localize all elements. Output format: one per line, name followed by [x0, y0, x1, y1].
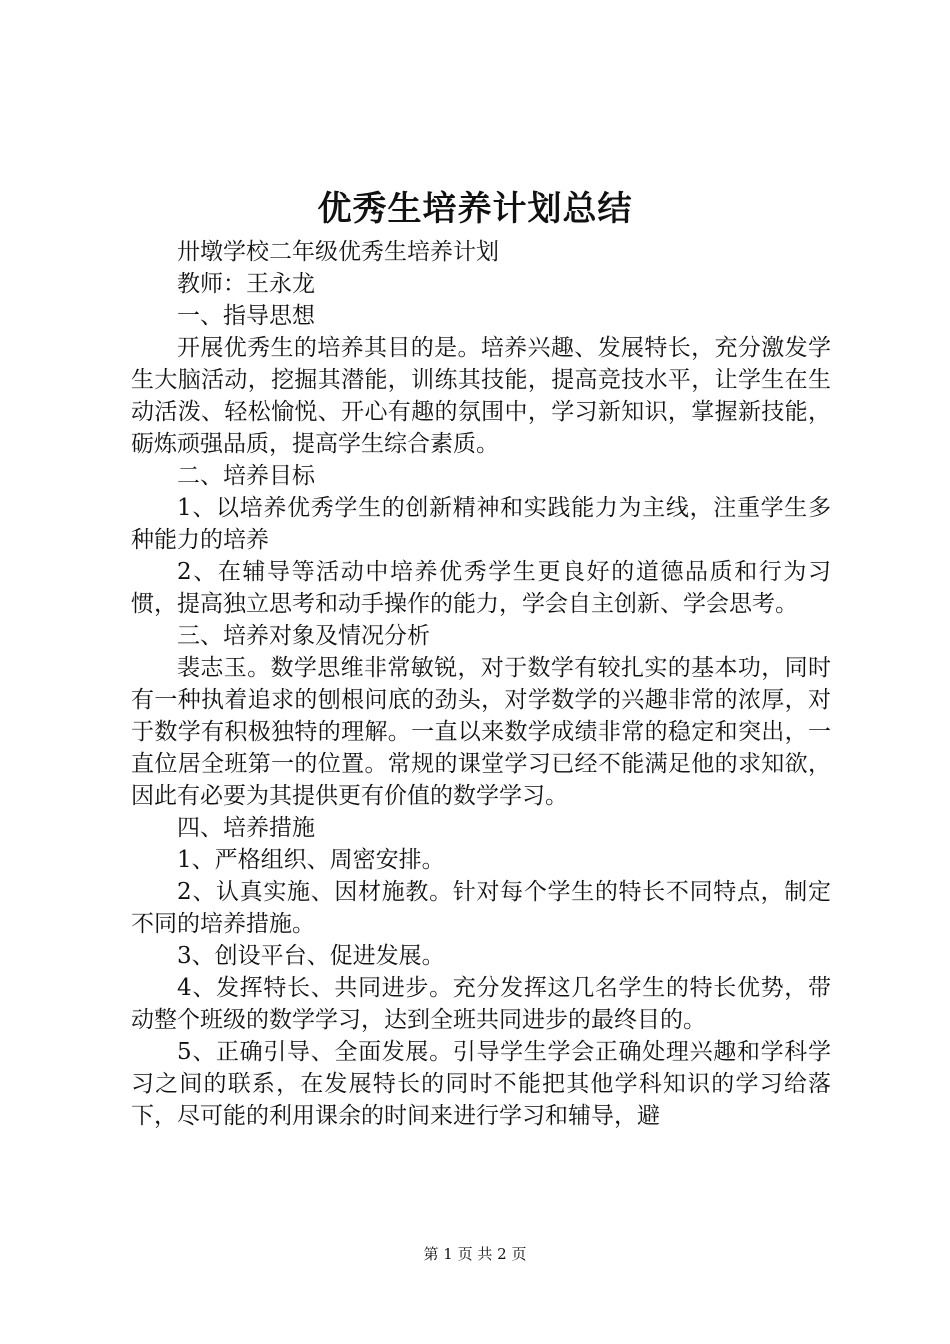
- paragraph: 卅墩学校二年级优秀生培养计划: [177, 239, 499, 265]
- section-heading: 三、培养对象及情况分析: [177, 623, 430, 649]
- paragraph: 开展优秀生的培养其目的是。培养兴趣、发展特长，充分激发学生大脑活动，挖掘其潜能，训练其技能，提高竞技水平，让学生在生动活泼、轻松愉悦、开心有趣的氛围中，学习新知识，掌握新技能，砺炼顽强品质，提高学生综合素质。: [131, 335, 831, 457]
- document-body: [131, 236, 831, 1132]
- paragraph: 3、创设平台、促进发展。: [177, 943, 445, 969]
- section-heading: 二、培养目标: [177, 463, 315, 489]
- paragraph: 2、在辅导等活动中培养优秀学生更良好的道德品质和行为习惯，提高独立思考和动手操作的能力，学会自主创新、学会思考。: [131, 559, 831, 617]
- paragraph: 4、发挥特长、共同进步。充分发挥这几名学生的特长优势，带动整个班级的数学学习，达到全班共同进步的最终目的。: [131, 975, 831, 1033]
- paragraph: 1、严格组织、周密安排。: [177, 847, 445, 873]
- paragraph: 1、以培养优秀学生的创新精神和实践能力为主线，注重学生多种能力的培养: [131, 495, 831, 553]
- section-heading: 一、指导思想: [177, 303, 315, 329]
- paragraph: 5、正确引导、全面发展。引导学生学会正确处理兴趣和学科学习之间的联系，在发展特长的同时不能把其他学科知识的学习给落下，尽可能的利用课余的时间来进行学习和辅导，避: [131, 1039, 831, 1129]
- paragraph: 2、认真实施、因材施教。针对每个学生的特长不同特点，制定不同的培养措施。: [131, 879, 831, 937]
- section-heading: 四、培养措施: [177, 815, 315, 841]
- paragraph: 教师：王永龙: [177, 271, 315, 297]
- paragraph: 裴志玉。数学思维非常敏锐，对于数学有较扎实的基本功，同时有一种执着追求的刨根问底的劲头，对学数学的兴趣非常的浓厚，对于数学有积极独特的理解。一直以来数学成绩非常的稳定和突出，一直位居全班第一的位置。常规的课堂学习已经不能满足他的求知欲，因此有必要为其提供更有价值的数学学习。: [131, 655, 831, 809]
- document-title: 优秀生培养计划总结: [317, 189, 633, 229]
- page-number: 第 1 页 共 2 页: [423, 1245, 527, 1263]
